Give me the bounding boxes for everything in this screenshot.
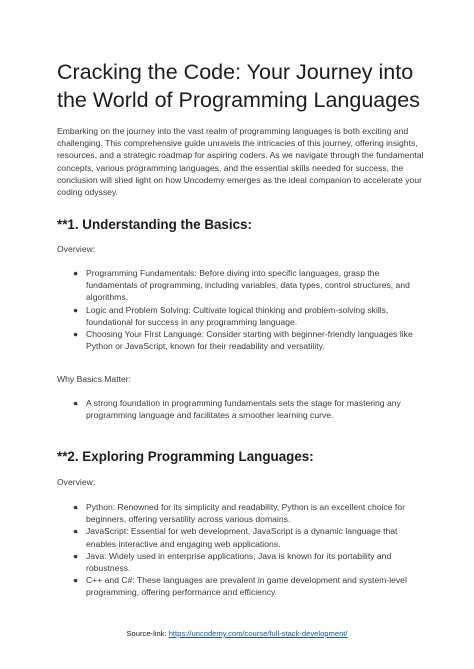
why-basics-label: Why Basics Matter: [57, 374, 132, 384]
list-item: ● A strong foundation in programming fundamentals sets the stage for mastering any programming language and facilitates a smoother learning curve. [73, 398, 401, 421]
bullet-icon: ● [73, 304, 79, 315]
bullet-icon: ● [73, 329, 79, 340]
source-link[interactable]: https://uncodemy.com/course/full-stack-development/ [168, 629, 348, 638]
list-item: ● JavaScript: Essential for web development, JavaScript is a dynamic language that enables interactive and engaging web applications. [73, 526, 398, 549]
why-basics-list [57, 397, 429, 421]
source-label: Source-link: [126, 629, 167, 638]
section-heading-basics: **1. Understanding the Basics: [57, 217, 252, 232]
overview-label: Overview: [57, 244, 96, 254]
bullet-icon: ● [73, 502, 79, 512]
list-item: ● Java: Widely used in enterprise applications, Java is known for its portability and robustness. [73, 550, 392, 574]
list-item: ● Python: Renowned for its simplicity and readability, Python is an excellent choice for beginners, offering versatility across various domains. [73, 502, 405, 525]
basics-overview-list [57, 267, 429, 352]
overview-label: Overview: [57, 477, 96, 487]
bullet-icon: ● [73, 268, 79, 278]
languages-overview-list [57, 501, 429, 599]
source-footer [0, 629, 474, 639]
bullet-icon: ● [73, 526, 79, 537]
intro-paragraph: Embarking on the journey into the vast realm of programming languages is both exciting and challenging. This comprehensive guide unravels the intricacies of this journey, offering insights, resources, and a strategic roadmap for aspiring coders. As we navigate through the fundamental concepts, various programming languages, and the essential skills needed for success, the conclusion will shed light on how Uncodemy emerges as the ideal companion to accelerate your coding odyssey. [57, 126, 424, 198]
list-item: ● C++ and C#: These languages are prevalent in game development and system-level programming, offering performance and efficiency. [73, 575, 407, 598]
bullet-icon: ● [73, 398, 79, 408]
bullet-icon: ● [73, 550, 79, 561]
bullet-icon: ● [73, 575, 79, 586]
section-heading-languages: **2. Exploring Programming Languages: [57, 449, 314, 464]
list-item: ● Logic and Problem Solving: Cultivate logical thinking and problem-solving skills, foundational for success in any programming language. [73, 304, 389, 327]
list-item: ● Choosing Your First Language: Consider starting with beginner-friendly languages like Python or JavaScript, known for their readability and versatility. [73, 329, 413, 352]
list-item: ● Programming Fundamentals: Before diving into specific languages, grasp the fundamentals of programming, including variables, data types, control structures, and algorithms. [73, 268, 410, 303]
page-title: Cracking the Code: Your Journey into the World of Programming Languages [57, 60, 420, 112]
